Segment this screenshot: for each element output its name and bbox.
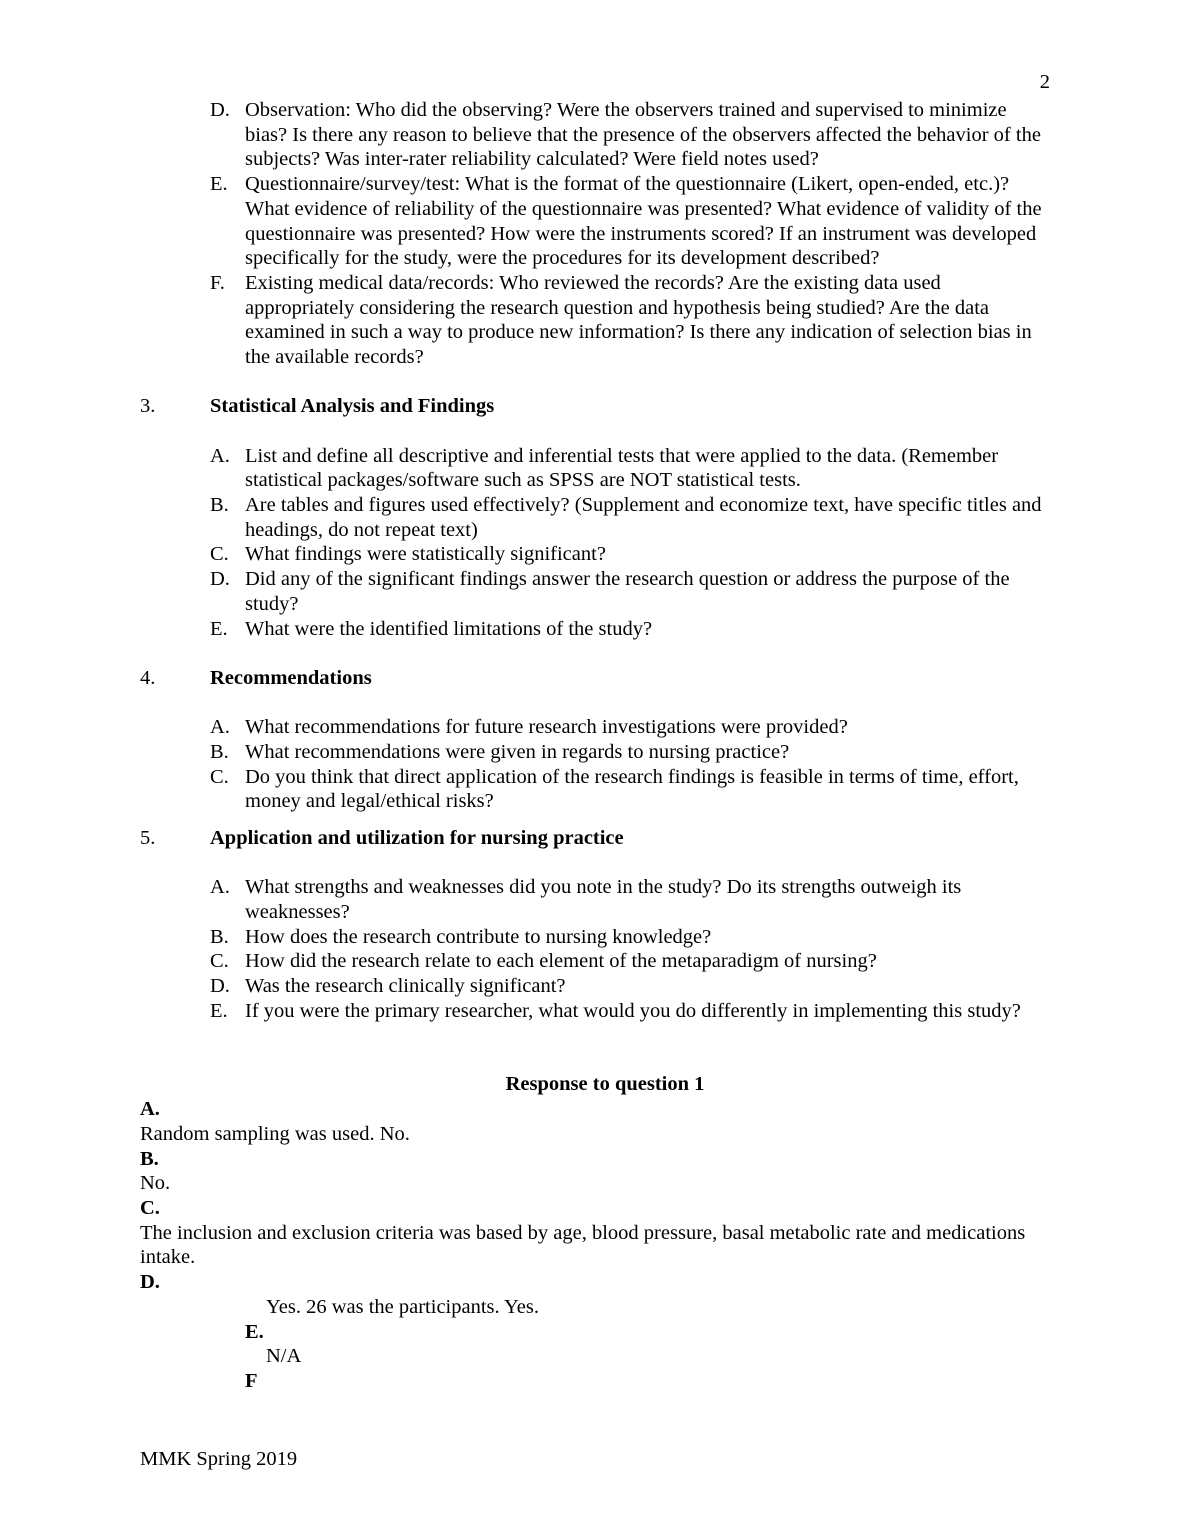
item-text: If you were the primary researcher, what would you do differently in implementing this study? xyxy=(245,999,1021,1022)
item-letter: C. xyxy=(210,950,229,973)
list-item xyxy=(140,493,1050,542)
item-text: List and define all descriptive and inferential tests that were applied to the data. (Remember statistical packages/software such as SPSS are NOT statistical tests. xyxy=(245,444,999,492)
section-title: Statistical Analysis and Findings xyxy=(210,395,495,418)
section-5-list xyxy=(140,875,1050,1023)
section-title: Application and utilization for nursing practice xyxy=(210,826,624,849)
item-text: Do you think that direct application of the research findings is feasible in terms of time, effort, money and legal/ethical risks? xyxy=(245,765,1019,813)
list-item xyxy=(140,949,1050,974)
item-letter: E. xyxy=(210,173,228,196)
item-text: What recommendations for future research investigations were provided? xyxy=(245,716,848,739)
response-a-label: A. xyxy=(140,1098,160,1121)
response-c-text: The inclusion and exclusion criteria was based by age, blood pressure, basal metabolic rate and medications intake. xyxy=(140,1221,1026,1269)
item-text: Was the research clinically significant? xyxy=(245,975,566,998)
item-text: Existing medical data/records: Who reviewed the records? Are the existing data used appropriately considering the research question and hypothesis being studied? Are the data examined in such a way to produce new information? Is there any indication of selection bias in the available records? xyxy=(245,271,1032,369)
section-3-list xyxy=(140,444,1050,642)
section-number: 5. xyxy=(140,826,156,849)
response-c-label: C. xyxy=(140,1196,160,1219)
page-number: 2 xyxy=(1039,71,1050,93)
item-letter: A. xyxy=(210,716,230,739)
section-number: 3. xyxy=(140,395,156,418)
continued-list xyxy=(140,98,1050,370)
response-b-label: B. xyxy=(140,1147,159,1170)
response-a-text: Random sampling was used. No. xyxy=(140,1122,410,1145)
item-letter: D. xyxy=(210,568,230,591)
response-b-text: No. xyxy=(140,1172,171,1195)
list-item xyxy=(140,974,1050,999)
list-item xyxy=(140,999,1050,1024)
list-item xyxy=(140,444,1050,493)
item-letter: C. xyxy=(210,765,229,788)
list-item xyxy=(140,875,1050,924)
document-body xyxy=(140,98,1050,1394)
list-item xyxy=(140,617,1050,642)
list-item xyxy=(140,172,1050,271)
response-d-text: Yes. 26 was the participants. Yes. xyxy=(266,1295,539,1318)
item-letter: B. xyxy=(210,925,229,948)
item-letter: A. xyxy=(210,876,230,899)
item-text: What were the identified limitations of the study? xyxy=(245,617,653,640)
item-text: Are tables and figures used effectively? (Supplement and economize text, have specific titles and headings, do not repeat text) xyxy=(245,494,1042,541)
list-item xyxy=(140,271,1050,370)
section-4-list xyxy=(140,715,1050,814)
item-letter: A. xyxy=(210,444,230,467)
item-text: Did any of the significant findings answer the research question or address the purpose of the study? xyxy=(245,568,1010,615)
item-letter: B. xyxy=(210,494,229,517)
item-letter: B. xyxy=(210,740,229,763)
section-number: 4. xyxy=(140,666,156,689)
response-e-label: E. xyxy=(245,1320,264,1343)
item-text: Questionnaire/survey/test: What is the format of the questionnaire (Likert, open-ended, etc.)? What evidence of reliability of the questionnaire was presented? What evidence of validity of the questionnaire was presented? How were the instruments scored? If an instrument was developed specifically for the study, were the procedures for its development described? xyxy=(245,173,1042,270)
list-item xyxy=(140,567,1050,616)
item-letter: C. xyxy=(210,543,229,566)
item-text: How does the research contribute to nursing knowledge? xyxy=(245,925,712,948)
list-item xyxy=(140,765,1050,814)
item-letter: E. xyxy=(210,617,228,640)
response-d-label: D. xyxy=(140,1271,160,1294)
item-text: What strengths and weaknesses did you note in the study? Do its strengths outweigh its weaknesses? xyxy=(245,876,962,923)
list-item xyxy=(140,715,1050,740)
response-e-text: N/A xyxy=(266,1345,302,1368)
section-heading-application xyxy=(140,826,1050,851)
item-text: Observation: Who did the observing? Were the observers trained and supervised to minimize bias? Is there any reason to believe that the presence of the observers affected the behavior of the subjects? Was inter-rater reliability calculated? Were field notes used? xyxy=(245,99,1041,171)
section-heading-recommendations xyxy=(140,666,1050,691)
item-letter: E. xyxy=(210,999,228,1022)
item-letter: F. xyxy=(210,271,225,294)
item-text: What findings were statistically significant? xyxy=(245,543,606,566)
item-text: What recommendations were given in regards to nursing practice? xyxy=(245,740,790,763)
section-heading-statistical-analysis xyxy=(140,394,1050,419)
list-item xyxy=(140,925,1050,950)
list-item xyxy=(140,98,1050,172)
section-title: Recommendations xyxy=(210,666,372,689)
response-title: Response to question 1 xyxy=(505,1073,705,1096)
list-item xyxy=(140,542,1050,567)
item-letter: D. xyxy=(210,99,230,121)
item-text: How did the research relate to each element of the metaparadigm of nursing? xyxy=(245,950,877,973)
response-f-label: F xyxy=(245,1369,258,1392)
list-item xyxy=(140,740,1050,765)
item-letter: D. xyxy=(210,975,230,998)
footer: MMK Spring 2019 xyxy=(140,1448,298,1470)
